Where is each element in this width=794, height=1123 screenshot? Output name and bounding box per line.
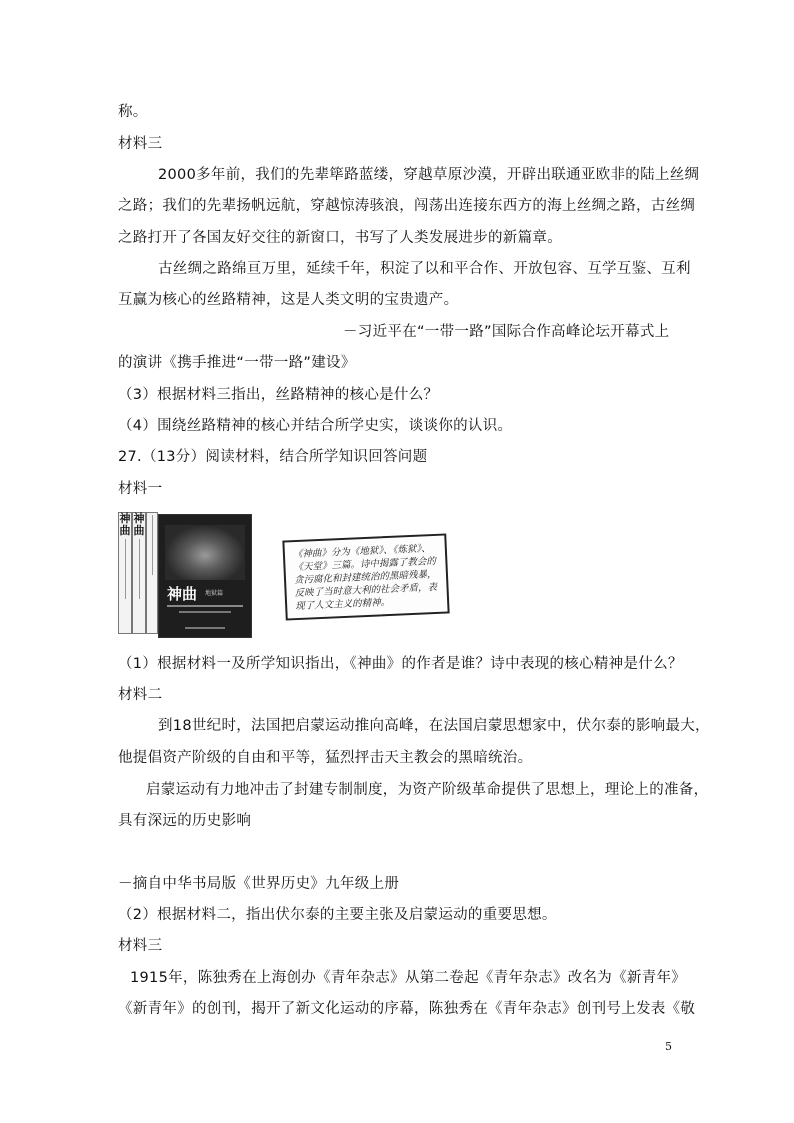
book-spine xyxy=(146,512,158,634)
question-4: （4）围绕丝路精神的核心并结合所学史实，谈谈你的认识。 xyxy=(118,418,513,434)
source-line: －习近平在“一带一路”国际合作高峰论坛开幕式上 xyxy=(343,324,670,340)
book-spine xyxy=(132,512,146,634)
question-1: （1）根据材料一及所学知识指出，《神曲》的作者是谁？诗中表现的核心精神是什么？ xyxy=(118,656,683,672)
cover-subtitle: 地狱篇 xyxy=(205,590,224,597)
spine-title: 神曲 xyxy=(133,512,145,537)
handwritten-note-card xyxy=(282,533,449,620)
material-heading: 材料三 xyxy=(118,136,163,152)
note-line: 反映了当时意大利的社会矛盾，表 xyxy=(294,581,438,600)
material-heading: 材料二 xyxy=(118,687,163,703)
text-line: 1915年，陈独秀在上海创办《青年杂志》从第二卷起《青年杂志》改名为《新青年》 xyxy=(130,970,687,986)
source-line: 的演讲《携手推进“一带一路”建设》 xyxy=(118,355,356,371)
text-line: 具有深远的历史影响 xyxy=(118,813,252,829)
text-line: 他提倡资产阶级的自由和平等，猛烈抨击天主教会的黑暗统治。 xyxy=(118,750,533,766)
source-line: －摘自中华书局版《世界历史》九年级上册 xyxy=(118,876,400,892)
book-cover-image xyxy=(118,512,254,640)
note-line: 《神曲》分为《地狱》、《炼狱》、 xyxy=(292,543,431,561)
question-3: （3）根据材料三指出，丝路精神的核心是什么？ xyxy=(118,387,439,403)
cover-artwork xyxy=(165,525,245,580)
book-front-cover xyxy=(158,514,252,638)
cover-line xyxy=(179,611,231,613)
note-line: 贪污腐化和封建统治的黑暗残暴， xyxy=(293,568,437,587)
text-line: 《新青年》的创刊，揭开了新文化运动的序幕，陈独秀在《青年杂志》创刊号上发表《敬 xyxy=(118,1001,696,1017)
book-spine xyxy=(118,512,132,634)
material-heading: 材料一 xyxy=(118,481,163,497)
text-line: 称。 xyxy=(118,104,148,120)
text-line: 互赢为核心的丝路精神，这是人类文明的宝贵遗产。 xyxy=(118,292,459,308)
cover-title: 神曲 xyxy=(167,585,198,603)
text-line: 古丝绸之路绵亘万里，延续千年，积淀了以和平合作、开放包容、互学互鉴、互利 xyxy=(158,261,691,277)
text-line: 2000多年前，我们的先辈筚路蓝缕，穿越草原沙漠，开辟出联通亚欧非的陆上丝绸 xyxy=(158,167,700,183)
material-heading: 材料三 xyxy=(118,938,163,954)
question-2: （2）根据材料二，指出伏尔泰的主要主张及启蒙运动的重要思想。 xyxy=(118,907,557,923)
spine-title: 神曲 xyxy=(119,512,131,537)
text-line: 启蒙运动有力地冲击了封建专制制度，为资产阶级革命提供了思想上，理论上的准备， xyxy=(146,782,709,798)
text-line: 到18世纪时，法国把启蒙运动推向高峰，在法国启蒙思想家中，伏尔泰的影响最大， xyxy=(158,718,710,734)
text-line: 之路打开了各国友好交往的新窗口，书写了人类发展进步的新篇章。 xyxy=(118,230,562,246)
note-line: 《天堂》三篇。诗中揭露了教会的 xyxy=(293,555,437,574)
text-line: 之路；我们的先辈扬帆远航，穿越惊涛骇浪，闯荡出连接东西方的海上丝绸之路，古丝绸 xyxy=(118,198,696,214)
page-number: 5 xyxy=(665,1040,672,1053)
cover-line xyxy=(185,627,225,629)
question-27-heading: 27.（13分）阅读材料，结合所学知识回答问题 xyxy=(118,449,428,465)
note-line: 现了人文主义的精神。 xyxy=(294,596,391,613)
cover-line xyxy=(167,605,243,607)
